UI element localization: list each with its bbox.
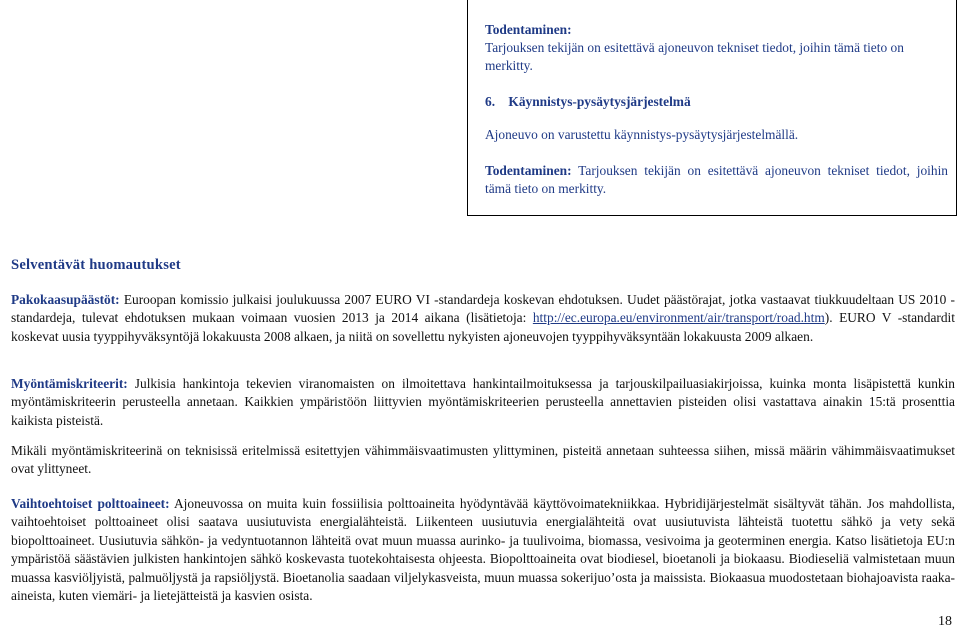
paragraph-text: Mikäli myöntämiskriteerinä on teknisissä eritelmissä esitettyjen vähimmäisvaatimusten ylittyminen, pisteitä annetaan suhteessa siihen, missä määrin vähimmäisvaatimukset ovat ylittyneet. [11,443,955,477]
verification-block-1 [485,21,948,75]
paragraph-label: Vaihtoehtoiset polttoaineet: [11,496,170,511]
paragraph-label: Pakokaasupäästöt: [11,292,120,307]
paragraph-award-criteria [11,375,955,430]
criteria-table-cell [467,0,957,216]
paragraph-text-continued: ). EURO V -standardit koskevat uusia tyyppihyväksyntöjä lokakuusta 2008 alkaen, ja niitä on sovellettu nykyisten ajoneuvojen tyyppihyväksyntään lokakuusta 2009 alkaen. [11,310,955,344]
verification-text: Tarjouksen tekijän on esitettävä ajoneuvon tekniset tiedot, joihin tämä tieto on merkitty. [485,40,904,73]
paragraph-emissions [11,291,955,346]
section-title: Selventävät huomautukset [11,257,181,273]
reference-link[interactable]: http://ec.europa.eu/environment/air/transport/road.htm [532,310,825,326]
paragraph-label: Myöntämiskriteerit: [11,376,128,391]
verification-block-2 [485,162,948,198]
verification-label: Todentaminen: [485,22,572,37]
criterion-number: 6. [485,94,496,109]
paragraph-text: Julkisia hankintoja tekevien viranomaisten on ilmoitettava hankintailmoituksessa ja tarjouskilpailuasiakirjoissa, kuinka monta lisäpistettä kunkin myöntämiskriteerin perusteella annetaan. Kaikkien ympäristöön liittyvien myöntämiskriteerien perusteella annettavien pisteiden olisi vastattava ainakin 15:tä prosenttia kaikista pisteistä. [11,376,955,428]
paragraph-text: Ajoneuvossa on muita kuin fossiilisia polttoaineita hyödyntävää käyttövoimatekniikkaa. Hybridijärjestelmät sisältyvät tähän. Jos mahdollista, vaihtoehtoiset polttoaineet olisi saatava uusiutuvista energialähteistä. Liikenteen uusiutuvia energialähteitä ovat uusiutuvista lähteistä tuotettu sähkö ja vety sekä biopolttoaineet. Uusiutuvia sähkön- ja vedyntuotannon lähteitä ovat muun muassa aurinko- ja tuulivoima, biomassa, vesivoima ja geoterminen energia. Katso lisätietoja EU:n ympäristöä säästävien julkisten hankintojen sähkö koskevasta tuotekohtaisesta ohjeesta. Biopolttoaineita ovat biodiesel, bioetanoli ja biokaasu. Biodieseliä valmistetaan muun muassa kasviöljyistä, palmuöljystä ja rapsiöljystä. Bioetanolia saadaan viljelykasveista, muun muassa sokerijuo’osta ja maissista. Biokaasua muodostetaan biohajoavista raaka-aineista, kuten viemäri- ja lietejätteistä ja kasvien osista. [11,496,955,604]
criterion-title: Käynnistys-pysäytysjärjestelmä [508,94,691,109]
paragraph-award-note [11,442,955,479]
criterion-heading [485,93,948,111]
criterion-requirement [485,126,948,144]
verification-text: Tarjouksen tekijän on esitettävä ajoneuvon tekniset tiedot, joihin tämä tieto on merkitty. [485,163,948,196]
paragraph-text: Euroopan komissio julkaisi joulukuussa 2007 EURO VI -standardeja koskevan ehdotuksen. Uudet päästörajat, jotka vastaavat tiukkuudeltaan US 2010 -standardeja, tulevat ehdotuksen mukaan voimaan vuosien 2013 ja 2014 aikana (lisätietoja: [11,292,955,326]
paragraph-alternative-fuels [11,495,955,605]
page-number: 18 [938,614,952,629]
requirement-text: Ajoneuvo on varustettu käynnistys-pysäytysjärjestelmällä. [485,127,799,142]
verification-label: Todentaminen: [485,163,572,178]
